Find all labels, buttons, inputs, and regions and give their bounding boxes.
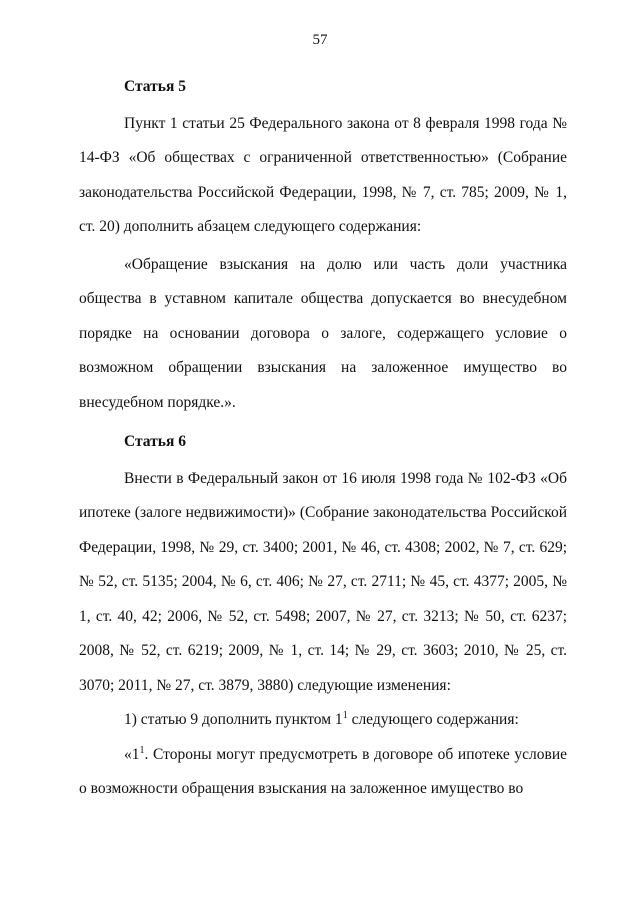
article-6-paragraph-1: Внести в Федеральный закон от 16 июля 1998 года № 102-ФЗ «Об ипотеке (залоге недвижимости)» (Собрание законодательства Российской Федерации, 1998, № 29, ст. 3400; 2001, № 46, ст. 4308; 2002, № 7, ст. 629; № 52, ст. 5135; 2004, № 6, ст. 406; № 27, ст. 2711; № 45, ст. 4377; 2005, № 1, ст. 40, 42; 2006, № 52, ст. 5498; 2007, № 27, ст. 3213; № 50, ст. 6237; 2008, № 52, ст. 6219; 2009, № 1, ст. 14; № 29, ст. 3603; 2010, № 25, ст. 3070; 2011, № 27, ст. 3879, 3880) следующие изменения: [79,469,567,694]
quote-open: «1 [124,745,140,763]
item-1-suffix: следующего содержания: [347,711,519,728]
quote-superscript: 1 [139,744,145,756]
article-5-paragraph-2: «Обращение взыскания на долю или часть доли участника общества в уставном капитале общества допускается во внесудебном порядке на основании договора о залоге, содержащего условие о возможном обращении взыскания на заложенное имущество во внесудебном порядке.». [79,255,567,411]
item-1-superscript: 1 [342,709,348,721]
article-5-heading: Статья 5 [124,78,186,95]
article-6-heading: Статья 6 [124,433,186,450]
page-number: 57 [312,32,328,48]
article-6-item-1 [79,703,567,738]
document-body [79,70,567,807]
article-5-paragraph-1: Пункт 1 статьи 25 Федерального закона от 8 февраля 1998 года № 14-ФЗ «Об обществах с ограниченной ответственностью» (Собрание законодательства Российской Федерации, 1998, № 7, ст. 785; 2009, № 1, ст. 20) дополнить абзацем следующего содержания: [79,114,567,235]
article-6-quote [79,738,567,807]
quote-text: . Стороны могут предусмотреть в договоре об ипотеке условие о возможности обращения взыскания на заложенное имущество во [79,745,567,797]
item-1-prefix: 1) статью 9 дополнить пунктом 1 [124,711,343,728]
